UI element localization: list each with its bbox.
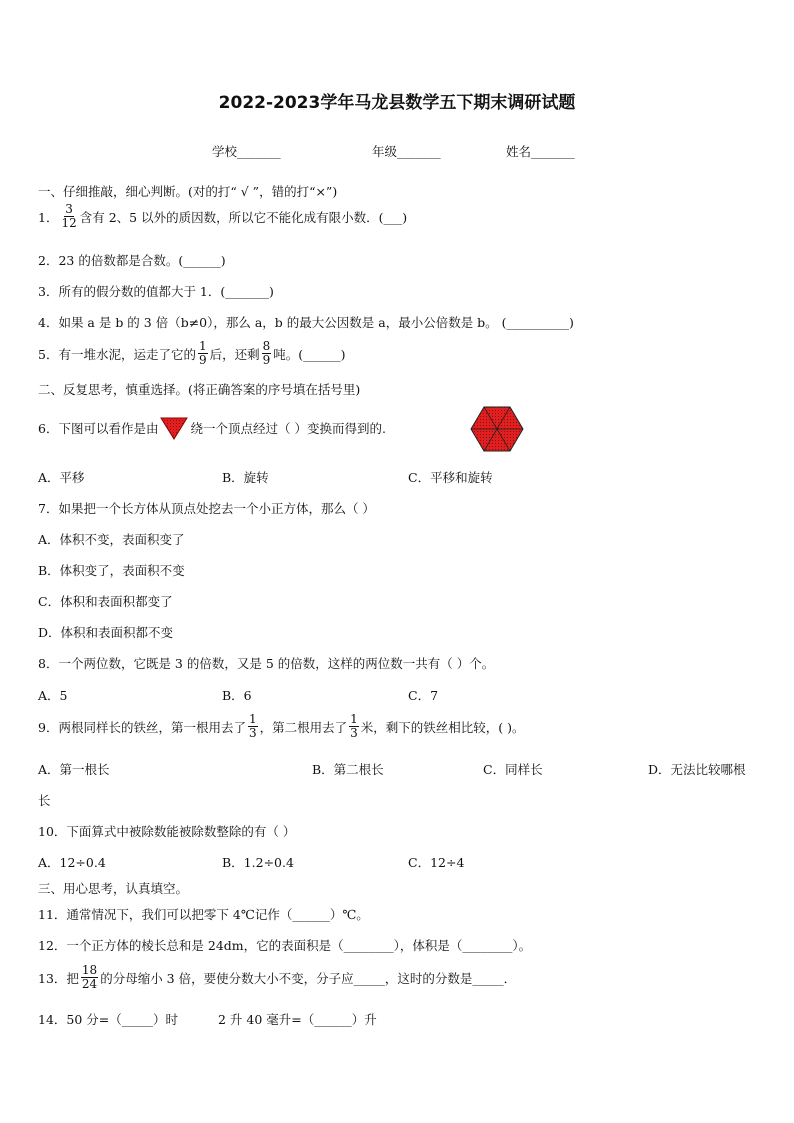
- name-field: 姓名_______: [506, 144, 575, 159]
- section1-heading: 一、仔细推敲，细心判断。(对的打“ √ ”，错的打“×”): [38, 184, 338, 199]
- question-2: 2．23 的倍数都是合数。(______): [38, 253, 226, 268]
- q10-option-c: C．12÷4: [408, 855, 465, 870]
- q6-option-a: A．平移: [38, 470, 85, 485]
- q8-option-c: C．7: [408, 688, 439, 703]
- question-12: 12．一个正方体的棱长总和是 24dm，它的表面积是（________），体积是（________）。: [38, 938, 532, 953]
- school-field: 学校_______: [212, 144, 281, 159]
- question-14b: 2 升 40 毫升=（______）升: [218, 1012, 377, 1027]
- q9-option-d: D．无法比较哪根: [648, 762, 746, 777]
- q9-option-d-wrap: 长: [38, 793, 51, 808]
- q7-option-c: C．体积和表面积都变了: [38, 594, 173, 609]
- section2-heading: 二、反复思考，慎重选择。(将正确答案的序号填在括号里): [38, 382, 361, 397]
- q9-fraction-2: $\frac{1}{3}$: [350, 712, 358, 740]
- q7-option-b: B．体积变了，表面积不变: [38, 563, 185, 578]
- q7-option-d: D．体积和表面积都不变: [38, 625, 174, 640]
- q5-fraction-1: $\frac{1}{9}$: [198, 339, 207, 367]
- q9-option-c: C．同样长: [483, 762, 543, 777]
- q1-text: 含有 2、5 以外的质因数，所以它不能化成有限小数．(___): [79, 209, 408, 225]
- grade-field: 年级_______: [372, 144, 441, 159]
- section3-heading: 三、用心思考，认真填空。: [38, 881, 189, 896]
- q8-option-b: B．6: [222, 688, 252, 703]
- q8-option-a: A．5: [38, 688, 68, 703]
- q9-fraction-1: $\frac{1}{3}$: [248, 712, 257, 740]
- hexagon-figure-icon: [470, 406, 524, 452]
- question-9: 9．两根同样长的铁丝，第一根用去了 $\frac{1}{3}$ ，第二根用去了 $\frac{1}{3}$ 米，剩下的铁丝相比较，( )。: [38, 712, 525, 740]
- question-3: 3．所有的假分数的值都大于 1．(_______): [38, 284, 274, 299]
- question-11: 11．通常情况下，我们可以把零下 4℃记作（______）℃。: [38, 907, 369, 922]
- q10-option-a: A．12÷0.4: [38, 855, 106, 870]
- question-5: 5．有一堆水泥，运走了它的 $\frac{1}{9}$ 后，还剩 $\frac{8}{9}$ 吨。(______): [38, 339, 346, 367]
- question-10: 10．下面算式中被除数能被除数整除的有（ ）: [38, 824, 296, 839]
- question-1: [38, 203, 407, 230]
- question-13: 13．把 $\frac{18}{24}$ 的分母缩小 3 倍，要使分数大小不变，分子应_____，这时的分数是_____．: [38, 963, 517, 991]
- page-title: 2022-2023学年马龙县数学五下期末调研试题: [218, 93, 576, 113]
- q7-option-a: A．体积不变，表面积变了: [38, 532, 185, 547]
- question-14a: 14．50 分=（_____）时: [38, 1012, 179, 1027]
- question-7: 7．如果把一个长方体从顶点处挖去一个小正方体，那么（ ）: [38, 501, 375, 516]
- q10-option-b: B．1.2÷0.4: [222, 855, 294, 870]
- q6-option-b: B．旋转: [222, 470, 269, 485]
- q1-number: 1．: [38, 209, 59, 225]
- question-8: 8．一个两位数，它既是 3 的倍数，又是 5 的倍数，这样的两位数一共有（ ）个。: [38, 656, 495, 671]
- q1-fraction: $\frac{3}{12}$: [61, 202, 77, 230]
- q6-option-c: C．平移和旋转: [408, 470, 493, 485]
- question-4: 4．如果 a 是 b 的 3 倍（b≠0），那么 a，b 的最大公因数是 a，最小公倍数是 b。 (__________): [38, 315, 574, 330]
- q9-option-a: A．第一根长: [38, 762, 110, 777]
- q9-option-b: B．第二根长: [312, 762, 384, 777]
- triangle-shape-icon: [160, 416, 188, 440]
- q13-fraction: $\frac{18}{24}$: [81, 963, 98, 991]
- question-6: 6．下图可以看作是由 绕一个顶点经过（ ）变换而得到的.: [38, 416, 386, 440]
- q5-fraction-2: $\frac{8}{9}$: [262, 339, 271, 367]
